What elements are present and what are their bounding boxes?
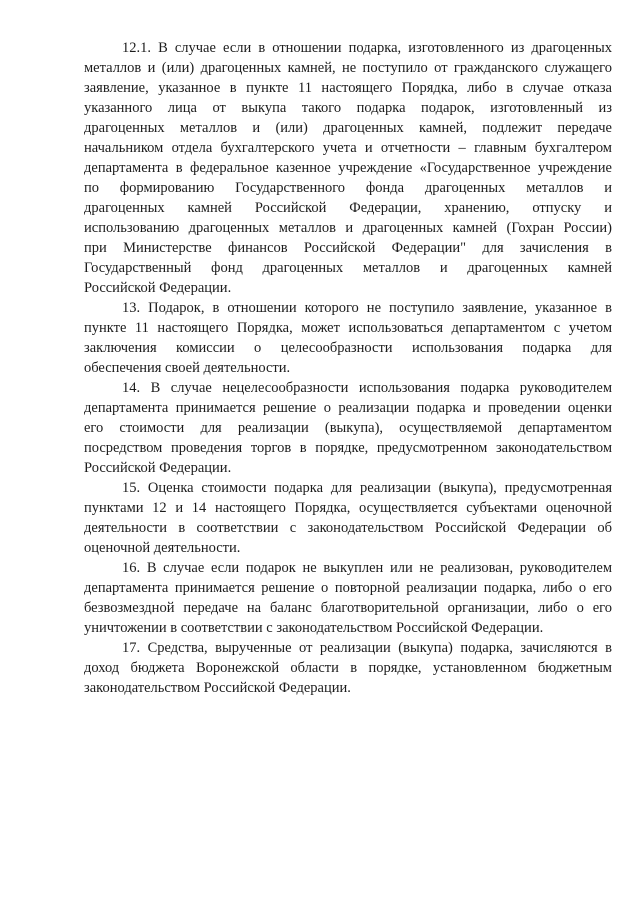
paragraph-line: 13. Подарок, в отношении которого не поступило заявление, указанное в xyxy=(122,300,612,316)
paragraph-line: заявление, указанное в пункте 11 настоящего Порядка, либо в случае отказа xyxy=(84,80,612,96)
paragraph-line: по формированию Государственного фонда драгоценных металлов и xyxy=(84,180,612,196)
paragraph-line: департамента принимается решение о реализации подарка и проведении оценки xyxy=(84,400,612,416)
paragraph-line: использованию драгоценных металлов и драгоценных камней (Гохран России) xyxy=(84,220,612,236)
paragraph-line: 15. Оценка стоимости подарка для реализации (выкупа), предусмотренная xyxy=(122,480,612,496)
paragraph-17 xyxy=(84,638,612,698)
paragraph-line: 14. В случае нецелесообразности использования подарка руководителем xyxy=(122,380,612,396)
paragraph-16 xyxy=(84,558,612,638)
paragraph-line: департамента в федеральное казенное учреждение «Государственное учреждение xyxy=(84,160,612,176)
paragraph-line: департамента принимается решение о повторной реализации подарка, либо о его xyxy=(84,580,612,596)
paragraph-12-1 xyxy=(84,38,612,298)
paragraph-line: заключения комиссии о целесообразности использования подарка для xyxy=(84,340,612,356)
paragraph-line: Государственный фонд драгоценных металлов и драгоценных камней xyxy=(84,260,612,276)
paragraph-line: уничтожении в соответствии с законодательством Российской Федерации. xyxy=(84,620,544,636)
paragraph-line: оценочной деятельности. xyxy=(84,540,241,556)
paragraph-line: доход бюджета Воронежской области в порядке, установленном бюджетным xyxy=(84,660,612,676)
paragraph-line: 12.1. В случае если в отношении подарка, изготовленного из драгоценных xyxy=(122,40,612,56)
paragraph-line: законодательством Российской Федерации. xyxy=(84,680,351,696)
paragraph-line: обеспечения своей деятельности. xyxy=(84,360,291,376)
paragraph-line: драгоценных металлов и (или) драгоценных камней, подлежит передаче xyxy=(84,120,612,136)
paragraph-14 xyxy=(84,378,612,478)
paragraph-line: начальником отдела бухгалтерского учета и отчетности – главным бухгалтером xyxy=(84,140,612,156)
paragraph-line: Российской Федерации. xyxy=(84,460,232,476)
paragraph-line: деятельности в соответствии с законодательством Российской Федерации об xyxy=(84,520,612,536)
paragraph-line: 17. Средства, вырученные от реализации (выкупа) подарка, зачисляются в xyxy=(122,640,612,656)
paragraph-line: 16. В случае если подарок не выкуплен или не реализован, руководителем xyxy=(122,560,612,576)
paragraph-line: пункте 11 настоящего Порядка, может использоваться департаментом с учетом xyxy=(84,320,612,336)
paragraph-line: пунктами 12 и 14 настоящего Порядка, осуществляется субъектами оценочной xyxy=(84,500,612,516)
paragraph-line: безвозмездной передаче на баланс благотворительной организации, либо о его xyxy=(84,600,612,616)
paragraph-line: драгоценных камней Российской Федерации, хранению, отпуску и xyxy=(84,200,612,216)
paragraph-line: посредством проведения торгов в порядке, предусмотренном законодательством xyxy=(84,440,612,456)
paragraph-line: указанного лица от выкупа такого подарка подарок, изготовленный из xyxy=(84,100,612,116)
document-body xyxy=(84,38,612,698)
paragraph-line: при Министерстве финансов Российской Федерации" для зачисления в xyxy=(84,240,612,256)
paragraph-15 xyxy=(84,478,612,558)
paragraph-line: Российской Федерации. xyxy=(84,280,232,296)
paragraph-line: его стоимости для реализации (выкупа), осуществляемой департаментом xyxy=(84,420,612,436)
paragraph-line: металлов и (или) драгоценных камней, не поступило от гражданского служащего xyxy=(84,60,612,76)
paragraph-13 xyxy=(84,298,612,378)
